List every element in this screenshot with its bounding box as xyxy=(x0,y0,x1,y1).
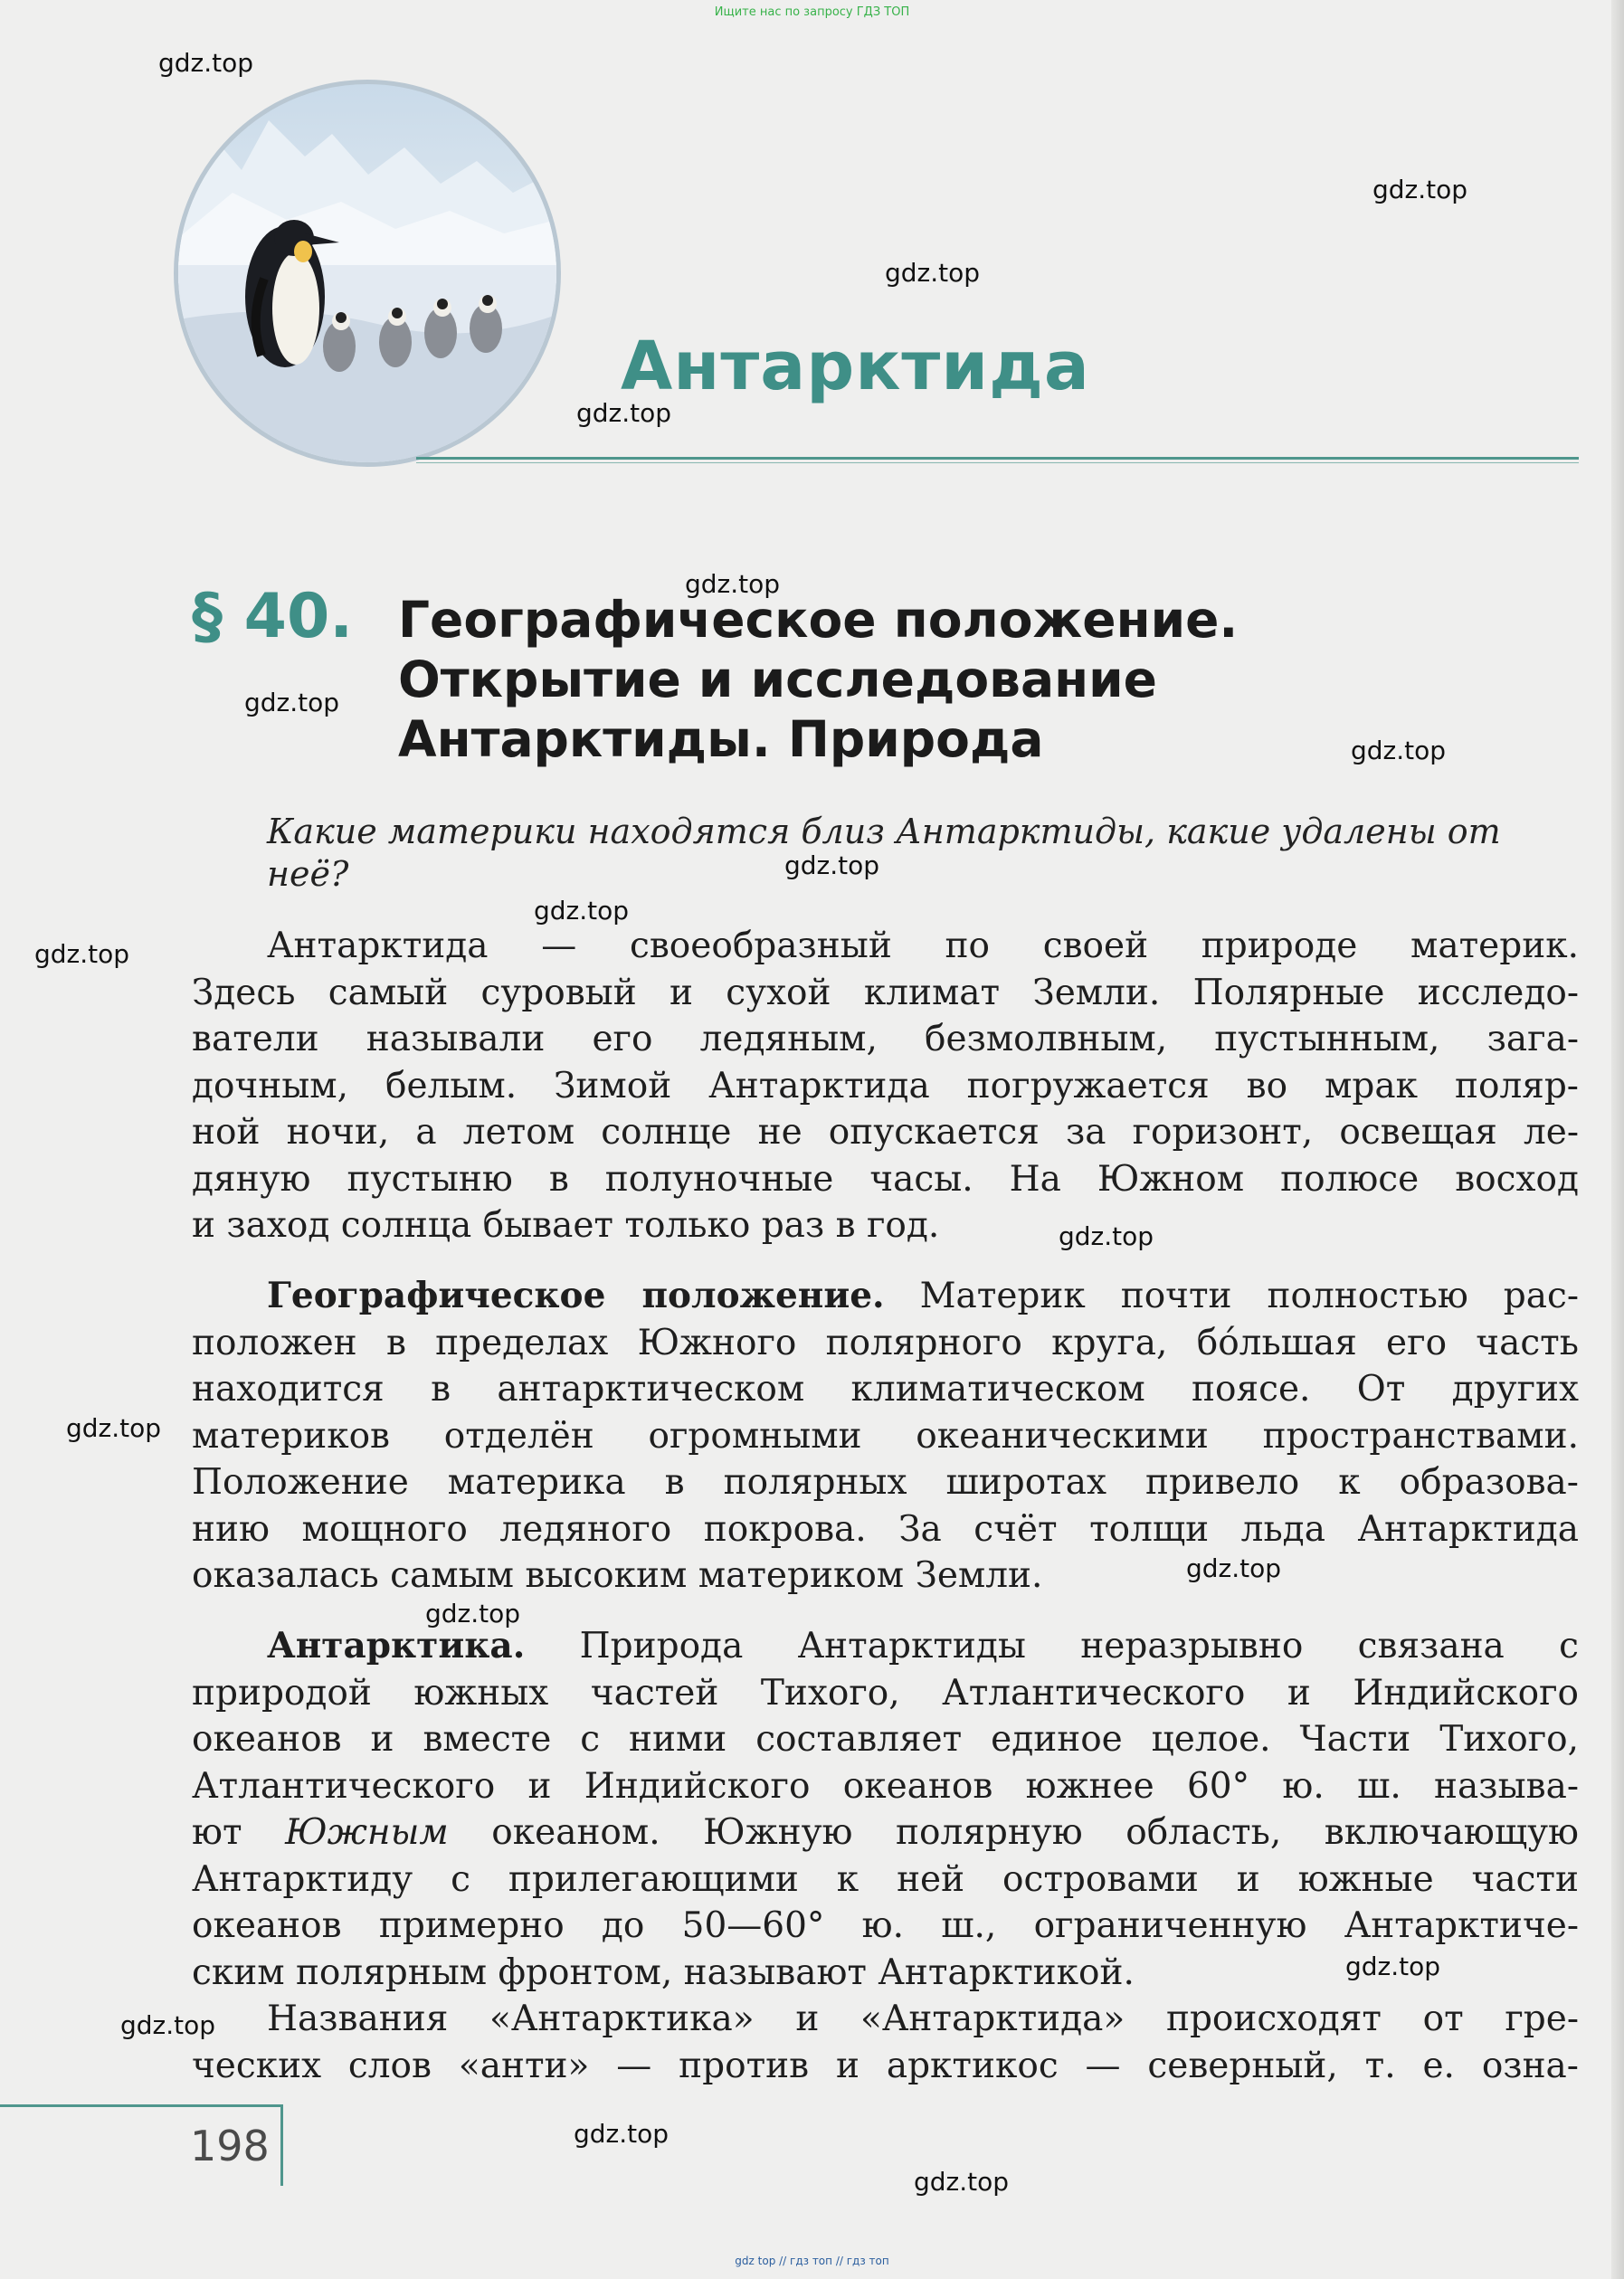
text-line: ческих слов «анти» — против и арктикос — северный, т. е. озна- xyxy=(192,2045,1579,2086)
text-line: ной ночи, а летом солнце не опускается за горизонт, освещая ле- xyxy=(192,1112,1579,1153)
section-title-line: Антарктиды. Природа xyxy=(398,710,1044,768)
penguin-photo xyxy=(174,80,561,467)
text-line: Антарктида — своеобразный по своей природе материк. xyxy=(267,926,1579,966)
footer-rule-vertical xyxy=(280,2104,283,2186)
paragraph-3 xyxy=(192,1623,1579,1996)
text-line xyxy=(192,1273,1579,1320)
text-line: Антарктиду с прилегающими к ней островами и южные части xyxy=(192,1858,1579,1900)
section-number: § 40. xyxy=(192,581,354,652)
watermark: gdz.top xyxy=(120,2010,216,2040)
watermark: gdz.top xyxy=(244,688,340,717)
watermark: gdz.top xyxy=(784,850,880,880)
watermark: gdz.top xyxy=(534,896,630,926)
page-number: 198 xyxy=(190,2122,270,2170)
watermark: gdz.top xyxy=(1345,1951,1441,1981)
watermark: gdz.top xyxy=(158,48,254,78)
text-line: океанов примерно до 50—60° ю. ш., ограниченную Антарктиче- xyxy=(192,1905,1579,1946)
section-title-line: Открытие и исследование xyxy=(398,650,1157,708)
paragraph-2 xyxy=(192,1273,1579,1600)
watermark: gdz.top xyxy=(66,1413,162,1443)
intro-question: Какие материки находятся близ Антарктиды, какие удалены от неё? xyxy=(267,812,1501,894)
text-fragment: океаном. Южную полярную область, включающую xyxy=(448,1812,1579,1853)
chapter-divider xyxy=(416,457,1579,460)
watermark: gdz.top xyxy=(34,939,130,969)
text-line xyxy=(192,1623,1579,1670)
text-fragment: Материк почти полностью рас- xyxy=(884,1276,1579,1316)
watermark: gdz.top xyxy=(885,258,981,288)
footer-rule xyxy=(0,2104,282,2107)
italic-term: Южным xyxy=(285,1812,449,1853)
chapter-title: Антарктида xyxy=(621,328,1090,405)
text-line: дочным, белым. Зимой Антарктида погружается во мрак поляр- xyxy=(192,1065,1579,1106)
text-line: ватели называли его ледяным, безмолвным, пустынным, зага- xyxy=(192,1019,1579,1059)
text-line: нию мощного ледяного покрова. За счёт толщи льда Антарктида xyxy=(192,1508,1579,1550)
footer-note: gdz top // гдз топ // гдз топ xyxy=(735,2255,889,2267)
chapter-divider-thin xyxy=(416,462,1579,463)
paragraph-heading: Антарктика. xyxy=(267,1625,526,1667)
text-line: ским полярным фронтом, называют Антарктикой. xyxy=(192,1951,1135,1993)
text-fragment: Природа Антарктиды неразрывно связана с xyxy=(525,1626,1579,1667)
text-line xyxy=(192,1809,1579,1856)
text-line: оказалась самым высоким материком Земли. xyxy=(192,1555,1043,1596)
text-line: Атлантического и Индийского океанов южнее 60° ю. ш. называ- xyxy=(192,1765,1579,1807)
text-fragment: ют xyxy=(192,1812,286,1853)
watermark: gdz.top xyxy=(425,1599,521,1629)
watermark: gdz.top xyxy=(1351,736,1447,765)
text-line: и заход солнца бывает только раз в год. xyxy=(192,1205,940,1246)
paragraph-1 xyxy=(192,923,1579,1249)
text-line: положен в пределах Южного полярного круга, бóльшая его часть xyxy=(192,1322,1579,1363)
text-line: природой южных частей Тихого, Атлантического и Индийского xyxy=(192,1672,1579,1714)
text-line: Положение материка в полярных широтах привело к образова- xyxy=(192,1462,1579,1503)
watermark: gdz.top xyxy=(574,2119,670,2149)
watermark: gdz.top xyxy=(1186,1553,1282,1583)
section-title xyxy=(398,590,1238,769)
paragraph-heading: Географическое положение. xyxy=(267,1275,885,1316)
header-note: Ищите нас по запросу ГДЗ ТОП xyxy=(714,5,910,19)
section-title-line: Географическое положение. xyxy=(398,591,1239,649)
text-line: дяную пустыню в полуночные часы. На Южном полюсе восход xyxy=(192,1158,1579,1200)
text-line: Названия «Антарктика» и «Антарктида» происходят от гре- xyxy=(267,1999,1579,2039)
text-line: Здесь самый суровый и сухой климат Земли. Полярные исследо- xyxy=(192,972,1579,1013)
penguin-illustration xyxy=(178,84,556,462)
paragraph-4 xyxy=(192,1996,1579,2089)
watermark: gdz.top xyxy=(685,569,781,599)
text-line: материков отделён огромными океаническими пространствами. xyxy=(192,1415,1579,1457)
watermark: gdz.top xyxy=(1372,175,1468,204)
watermark: gdz.top xyxy=(576,398,672,428)
watermark: gdz.top xyxy=(1059,1221,1154,1251)
watermark: gdz.top xyxy=(914,2167,1010,2197)
text-line: океанов и вместе с ними составляет единое целое. Части Тихого, xyxy=(192,1719,1579,1760)
text-line: находится в антарктическом климатическом поясе. От других xyxy=(192,1369,1579,1410)
page-edge xyxy=(1611,0,1624,2279)
